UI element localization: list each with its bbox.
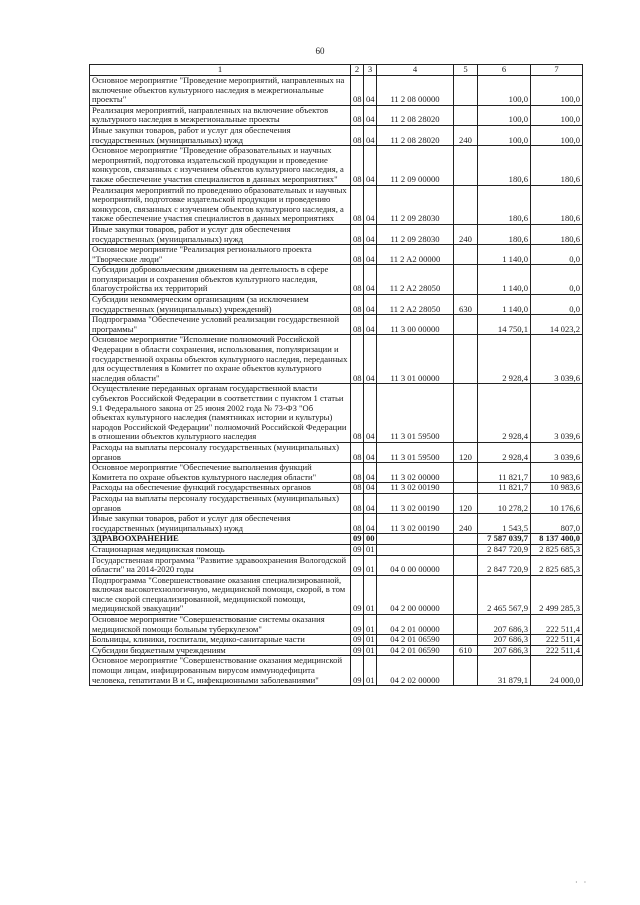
- row-section: 09: [351, 544, 364, 555]
- row-section: 08: [351, 105, 364, 125]
- header-col-2: 2: [351, 65, 364, 76]
- table-row: [90, 105, 583, 125]
- row-name: Субсидии добровольческим движениям на деятельность в сфере популяризации и сохранения объектов культурного наследия, благоустройства их территорий: [90, 265, 351, 295]
- row-target-article: 11 2 09 28030: [377, 224, 454, 244]
- row-amount-year-1: 207 686,3: [478, 645, 531, 656]
- row-subsection: 01: [364, 555, 377, 575]
- row-expense-type: 240: [454, 514, 478, 534]
- row-amount-year-2: 2 825 685,3: [531, 555, 583, 575]
- row-amount-year-1: 207 686,3: [478, 615, 531, 635]
- table-row: [90, 514, 583, 534]
- header-col-6: 6: [478, 65, 531, 76]
- row-section: 08: [351, 146, 364, 185]
- row-subsection: 04: [364, 146, 377, 185]
- row-name: Субсидии некоммерческим организациям (за исключением государственных (муниципальных) учреждений): [90, 295, 351, 315]
- row-amount-year-1: 11 821,7: [478, 483, 531, 494]
- row-name: Иные закупки товаров, работ и услуг для обеспечения государственных (муниципальных) нужд: [90, 514, 351, 534]
- table-row: [90, 463, 583, 483]
- header-col-4: 4: [377, 65, 454, 76]
- row-amount-year-2: 180,6: [531, 224, 583, 244]
- row-amount-year-2: 2 825 685,3: [531, 544, 583, 555]
- row-section: 08: [351, 483, 364, 494]
- row-amount-year-1: 180,6: [478, 185, 531, 224]
- row-subsection: 00: [364, 534, 377, 545]
- row-amount-year-2: 10 983,6: [531, 483, 583, 494]
- row-section: 08: [351, 295, 364, 315]
- row-expense-type: 120: [454, 493, 478, 513]
- row-section: 09: [351, 645, 364, 656]
- row-name: Иные закупки товаров, работ и услуг для обеспечения государственных (муниципальных) нужд: [90, 224, 351, 244]
- row-subsection: 04: [364, 125, 377, 145]
- row-amount-year-2: 222 511,4: [531, 615, 583, 635]
- row-subsection: 04: [364, 245, 377, 265]
- row-amount-year-2: 180,6: [531, 185, 583, 224]
- row-amount-year-1: 11 821,7: [478, 463, 531, 483]
- row-target-article: 11 3 01 00000: [377, 335, 454, 384]
- row-expense-type: 240: [454, 224, 478, 244]
- header-col-3: 3: [364, 65, 377, 76]
- row-amount-year-2: 24 000,0: [531, 656, 583, 686]
- table-row: [90, 125, 583, 145]
- row-section: 09: [351, 534, 364, 545]
- row-amount-year-1: 100,0: [478, 125, 531, 145]
- row-subsection: 04: [364, 105, 377, 125]
- row-expense-type: 630: [454, 295, 478, 315]
- row-name: Основное мероприятие "Реализация регионального проекта "Творческие люди": [90, 245, 351, 265]
- row-name: Подпрограмма "Совершенствование оказания специализированной, включая высокотехнологичную, медицинской помощи, скорой, в том числе скорой специализированной, медицинской помощи, медицинской эвакуации": [90, 575, 351, 614]
- row-section: 08: [351, 125, 364, 145]
- row-subsection: 01: [364, 635, 377, 646]
- table-row: [90, 534, 583, 545]
- row-amount-year-1: 100,0: [478, 105, 531, 125]
- row-target-article: 11 3 02 00000: [377, 463, 454, 483]
- row-target-article: 11 2 08 28020: [377, 125, 454, 145]
- row-amount-year-2: 100,0: [531, 125, 583, 145]
- row-amount-year-2: 222 511,4: [531, 635, 583, 646]
- row-target-article: [377, 544, 454, 555]
- table-row: [90, 185, 583, 224]
- page-number: 60: [315, 46, 325, 56]
- row-name: Осуществление переданных органам государственной власти субъектов Российской Федерации в соответствии с пунктом 1 статьи 9.1 Федерального закона от 25 июня 2002 года № 73-ФЗ "Об объектах культурного наследия (памятниках истории и культуры) народов Российской Федерации" полномочий Российской Федерации в отношении объектов культурного наследия: [90, 384, 351, 443]
- row-amount-year-2: 3 039,6: [531, 384, 583, 443]
- row-name: Основное мероприятие "Проведение образовательных и научных мероприятий, подготовка издательской продукции и проведение конкурсов, связанных с изучением объектов культурного наследия, а также обеспечение участия специалистов в данных мероприятиях": [90, 146, 351, 185]
- row-subsection: 01: [364, 544, 377, 555]
- row-section: 08: [351, 514, 364, 534]
- row-amount-year-1: 180,6: [478, 146, 531, 185]
- row-expense-type: [454, 315, 478, 335]
- row-name: Основное мероприятие "Обеспечение выполнения функций Комитета по охране объектов культурного наследия области": [90, 463, 351, 483]
- row-expense-type: 240: [454, 125, 478, 145]
- row-amount-year-1: 1 140,0: [478, 295, 531, 315]
- row-target-article: 04 2 00 00000: [377, 575, 454, 614]
- row-section: 09: [351, 615, 364, 635]
- row-subsection: 04: [364, 514, 377, 534]
- row-amount-year-1: 2 928,4: [478, 335, 531, 384]
- row-section: 08: [351, 335, 364, 384]
- table-row: [90, 442, 583, 462]
- table-row: [90, 555, 583, 575]
- row-amount-year-1: 180,6: [478, 224, 531, 244]
- row-target-article: [377, 534, 454, 545]
- row-subsection: 04: [364, 265, 377, 295]
- row-subsection: 01: [364, 575, 377, 614]
- row-target-article: 11 2 08 00000: [377, 76, 454, 106]
- row-section: 08: [351, 384, 364, 443]
- row-subsection: 04: [364, 384, 377, 443]
- row-expense-type: [454, 76, 478, 106]
- row-amount-year-1: 1 140,0: [478, 265, 531, 295]
- row-section: 08: [351, 224, 364, 244]
- table-row: [90, 483, 583, 494]
- row-expense-type: [454, 575, 478, 614]
- row-name: Основное мероприятие "Совершенствование системы оказания медицинской помощи больным туберкулезом": [90, 615, 351, 635]
- row-section: 09: [351, 656, 364, 686]
- row-amount-year-2: 14 023,2: [531, 315, 583, 335]
- table-row: [90, 76, 583, 106]
- row-section: 08: [351, 493, 364, 513]
- row-expense-type: [454, 265, 478, 295]
- header-col-5: 5: [454, 65, 478, 76]
- row-target-article: 11 3 01 59500: [377, 384, 454, 443]
- row-target-article: 11 2 08 28020: [377, 105, 454, 125]
- row-subsection: 04: [364, 185, 377, 224]
- table-body: [90, 76, 583, 686]
- row-target-article: 04 2 02 00000: [377, 656, 454, 686]
- row-subsection: 04: [364, 224, 377, 244]
- row-amount-year-2: 2 499 285,3: [531, 575, 583, 614]
- row-section: 08: [351, 185, 364, 224]
- row-expense-type: [454, 335, 478, 384]
- row-amount-year-1: 14 750,1: [478, 315, 531, 335]
- row-section: 09: [351, 575, 364, 614]
- row-target-article: 11 3 00 00000: [377, 315, 454, 335]
- row-expense-type: [454, 105, 478, 125]
- row-expense-type: [454, 245, 478, 265]
- row-expense-type: [454, 656, 478, 686]
- row-amount-year-2: 807,0: [531, 514, 583, 534]
- table-row: [90, 146, 583, 185]
- row-amount-year-1: 31 879,1: [478, 656, 531, 686]
- row-expense-type: [454, 534, 478, 545]
- table-row: [90, 544, 583, 555]
- table-row: [90, 295, 583, 315]
- table-row: [90, 315, 583, 335]
- row-subsection: 04: [364, 315, 377, 335]
- row-section: 08: [351, 76, 364, 106]
- table-header-row: [90, 65, 583, 76]
- row-name: ЗДРАВООХРАНЕНИЕ: [90, 534, 351, 545]
- row-amount-year-1: 2 847 720,9: [478, 544, 531, 555]
- table-row: [90, 493, 583, 513]
- row-amount-year-2: 100,0: [531, 105, 583, 125]
- header-col-7: 7: [531, 65, 583, 76]
- row-name: Иные закупки товаров, работ и услуг для обеспечения государственных (муниципальных) нужд: [90, 125, 351, 145]
- row-target-article: 11 2 A2 28050: [377, 265, 454, 295]
- row-expense-type: 610: [454, 645, 478, 656]
- row-name: Реализация мероприятий по проведению образовательных и научных мероприятий, подготовке издательской продукции и проведению конкурсов, связанных с изучением объектов культурного наследия, а также обеспечение участия специалистов в данных мероприятиях: [90, 185, 351, 224]
- row-target-article: 04 2 01 06590: [377, 635, 454, 646]
- row-name: Расходы на обеспечение функций государственных органов: [90, 483, 351, 494]
- row-subsection: 04: [364, 295, 377, 315]
- table-row: [90, 335, 583, 384]
- row-name: Расходы на выплаты персоналу государственных (муниципальных) органов: [90, 493, 351, 513]
- row-name: Расходы на выплаты персоналу государственных (муниципальных) органов: [90, 442, 351, 462]
- row-subsection: 04: [364, 463, 377, 483]
- row-target-article: 04 0 00 00000: [377, 555, 454, 575]
- table-row: [90, 575, 583, 614]
- row-amount-year-2: 3 039,6: [531, 335, 583, 384]
- row-target-article: 11 3 01 59500: [377, 442, 454, 462]
- row-amount-year-1: 207 686,3: [478, 635, 531, 646]
- row-section: 08: [351, 442, 364, 462]
- row-subsection: 01: [364, 615, 377, 635]
- row-name: Больницы, клиники, госпитали, медико-санитарные части: [90, 635, 351, 646]
- row-amount-year-2: 10 983,6: [531, 463, 583, 483]
- row-expense-type: [454, 635, 478, 646]
- row-name: Реализация мероприятий, направленных на включение объектов культурного наследия в межрегиональные проекты: [90, 105, 351, 125]
- row-target-article: 11 2 A2 00000: [377, 245, 454, 265]
- row-expense-type: [454, 384, 478, 443]
- row-target-article: 11 2 A2 28050: [377, 295, 454, 315]
- table-row: [90, 635, 583, 646]
- row-amount-year-2: 0,0: [531, 265, 583, 295]
- row-subsection: 04: [364, 335, 377, 384]
- row-target-article: 11 3 02 00190: [377, 483, 454, 494]
- row-subsection: 04: [364, 76, 377, 106]
- row-amount-year-1: 10 278,2: [478, 493, 531, 513]
- table-row: [90, 615, 583, 635]
- row-amount-year-2: 3 039,6: [531, 442, 583, 462]
- row-expense-type: [454, 615, 478, 635]
- table-row: [90, 265, 583, 295]
- table-row: [90, 245, 583, 265]
- row-subsection: 04: [364, 483, 377, 494]
- row-section: 08: [351, 463, 364, 483]
- row-expense-type: [454, 555, 478, 575]
- row-expense-type: [454, 185, 478, 224]
- budget-table: [89, 64, 583, 686]
- row-amount-year-1: 7 587 039,7: [478, 534, 531, 545]
- row-target-article: 04 2 01 00000: [377, 615, 454, 635]
- row-amount-year-2: 0,0: [531, 245, 583, 265]
- row-expense-type: [454, 463, 478, 483]
- row-section: 08: [351, 245, 364, 265]
- table-row: [90, 384, 583, 443]
- row-amount-year-1: 2 928,4: [478, 384, 531, 443]
- row-amount-year-2: 8 137 400,0: [531, 534, 583, 545]
- row-name: Основное мероприятие "Совершенствование оказания медицинской помощи лицам, инфицированным вирусом иммунодефицита человека, гепатитами В и С, инфекционными заболеваниями": [90, 656, 351, 686]
- row-name: Государственная программа "Развитие здравоохранения Вологодской области" на 2014-2020 годы: [90, 555, 351, 575]
- row-expense-type: [454, 544, 478, 555]
- row-amount-year-2: 100,0: [531, 76, 583, 106]
- row-name: Основное мероприятие "Исполнение полномочий Российской Федерации в области сохранения, использования, популяризации и государственной охраны объектов культурного наследия, переданных для осуществления в Комитет по охране объектов культурного наследия области": [90, 335, 351, 384]
- row-amount-year-2: 0,0: [531, 295, 583, 315]
- row-expense-type: [454, 483, 478, 494]
- row-target-article: 04 2 01 06590: [377, 645, 454, 656]
- row-section: 09: [351, 635, 364, 646]
- row-expense-type: [454, 146, 478, 185]
- row-target-article: 11 3 02 00190: [377, 514, 454, 534]
- row-target-article: 11 3 02 00190: [377, 493, 454, 513]
- row-name: Основное мероприятие "Проведение мероприятий, направленных на включение объектов культурного наследия в межрегиональные проекты": [90, 76, 351, 106]
- row-target-article: 11 2 09 00000: [377, 146, 454, 185]
- row-amount-year-2: 10 176,6: [531, 493, 583, 513]
- row-name: Подпрограмма "Обеспечение условий реализации государственной программы": [90, 315, 351, 335]
- row-subsection: 04: [364, 442, 377, 462]
- table-row: [90, 224, 583, 244]
- row-amount-year-1: 1 140,0: [478, 245, 531, 265]
- row-amount-year-2: 222 511,4: [531, 645, 583, 656]
- row-amount-year-1: 2 847 720,9: [478, 555, 531, 575]
- row-amount-year-1: 2 928,4: [478, 442, 531, 462]
- row-amount-year-1: 2 465 567,9: [478, 575, 531, 614]
- row-section: 08: [351, 315, 364, 335]
- table-row: [90, 656, 583, 686]
- row-name: Стационарная медицинская помощь: [90, 544, 351, 555]
- row-amount-year-1: 100,0: [478, 76, 531, 106]
- table-row: [90, 645, 583, 656]
- row-subsection: 01: [364, 645, 377, 656]
- row-section: 09: [351, 555, 364, 575]
- row-name: Субсидии бюджетным учреждениям: [90, 645, 351, 656]
- scan-mark: · ·: [575, 878, 589, 887]
- row-amount-year-1: 1 543,5: [478, 514, 531, 534]
- row-subsection: 04: [364, 493, 377, 513]
- row-target-article: 11 2 09 28030: [377, 185, 454, 224]
- row-section: 08: [351, 265, 364, 295]
- row-subsection: 01: [364, 656, 377, 686]
- row-amount-year-2: 180,6: [531, 146, 583, 185]
- header-col-1: 1: [90, 65, 351, 76]
- row-expense-type: 120: [454, 442, 478, 462]
